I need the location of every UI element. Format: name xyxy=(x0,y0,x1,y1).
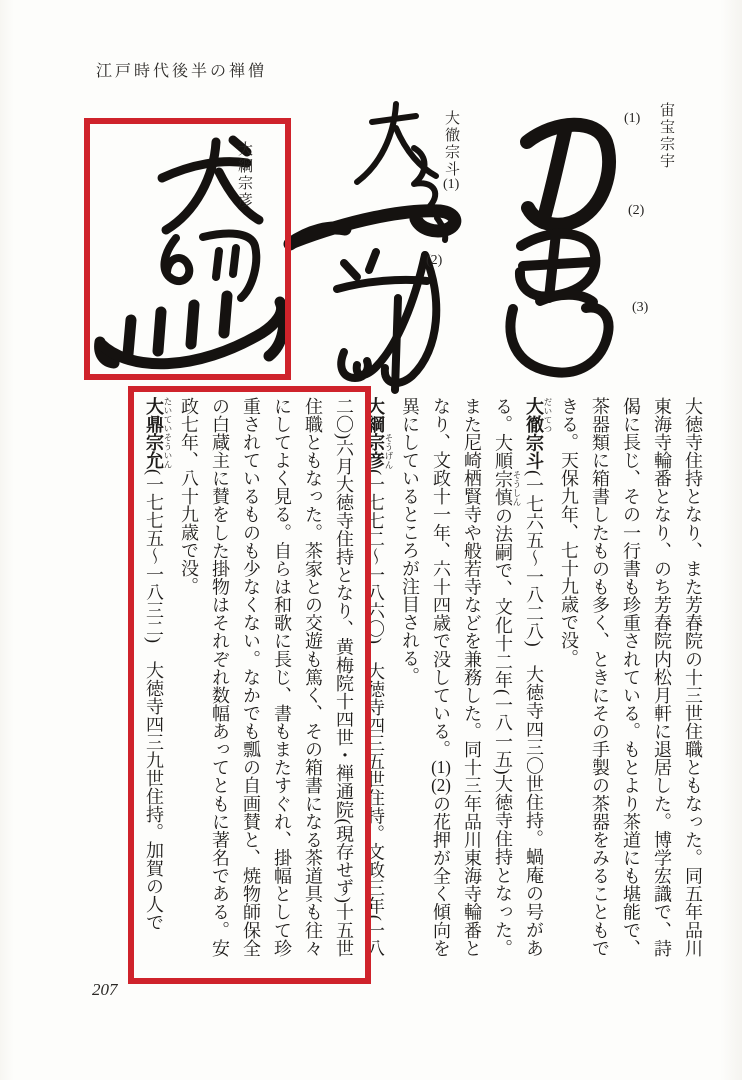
body-text: 宗慎 そうしん xyxy=(493,470,522,507)
text-entry xyxy=(394,397,553,957)
kao-daiko-base xyxy=(100,296,284,364)
body-text: (2) xyxy=(431,776,451,795)
kao-chuho-soju-3 xyxy=(510,295,608,373)
running-header: 江戸時代後半の禅僧 xyxy=(96,63,268,80)
kao-daiko-ko xyxy=(164,234,256,298)
body-text: の法嗣で、文化十二年(一八一五)大徳寺住持となった。また尼崎栖賢寺や般若寺などを兼務した。同十三年品川東海寺輪番となり、文政十一年、六十四歳で没している。 xyxy=(431,397,513,958)
body-text: (一七七五〜一八三二) 大徳寺四三九世住持。加賀の人で xyxy=(144,469,164,931)
text-entry xyxy=(173,397,394,957)
kao-chuho-soju-2 xyxy=(520,233,595,298)
monk-name: 大鼎宗允 たいていそういん xyxy=(144,397,173,469)
body-text: 大徳寺住持となり、また芳春院の十三世住職ともなった。同五年品川東海寺輪番となり、のち芳春院内松月軒に退居した。博学宏識で、詩偈に長じ、その一行書も珍重されている。もとより茶道にも堪能で、茶器類に箱書したものも多く、ときにその手製の茶器をみることもできる。天保九年、七十九歳で没。 xyxy=(559,397,703,958)
highlight-box-daiko-kao xyxy=(84,118,291,380)
caption-daitetsu-soto: 大徹宗斗 xyxy=(443,110,459,178)
marker-chuho-3: (3) xyxy=(632,300,649,315)
marker-daitetsu-1: (1) xyxy=(443,177,460,192)
marker-daitetsu-2: (2) xyxy=(426,253,443,268)
monk-name: 宗彦 そうげん xyxy=(365,433,394,470)
monk-name: 大綱 xyxy=(365,397,385,434)
caption-daiko-sogen: 大綱宗彦 xyxy=(236,141,252,209)
kao-chuho-soju-1 xyxy=(527,125,609,225)
body-text: (一七七二〜一八六〇) 大徳寺四三五世住持。文政三年(一八二〇)六月大徳寺住持となり、黄梅院十四世・禅通院(現存せず)十五世住職ともなった。茶家との交遊も篤く、その箱書になる茶道具も往々にしてよく見る。自らは和歌に長じ、書もまたすぐれ、掛幅として珍重されているものも少なくない。なかでも瓢の自画賛と、焼物師保全の白蔵主に賛をした掛物はそれぞれ数幅あってともに著名である。安政七年、八十九歳で没。 xyxy=(179,397,385,958)
monk-name: 宗斗 xyxy=(524,433,544,471)
body-text: (1) xyxy=(431,758,451,777)
kao-daitetsu-name xyxy=(357,104,445,240)
body-text: (一七六五〜一八二八) 大徳寺四三〇世住持。蝸庵の号がある。大順 xyxy=(493,397,544,958)
kao-daitetsu-2 xyxy=(337,252,436,390)
caption-chuho-soju: 宙宝宗宇 xyxy=(658,102,674,170)
marker-chuho-1: (1) xyxy=(624,111,641,126)
monk-name: 大徹 だいてつ xyxy=(524,397,553,434)
page-number: 207 xyxy=(92,980,118,999)
body-text: の花押が全く傾向を異にしているところが注目される。 xyxy=(400,397,451,958)
text-entry xyxy=(553,397,708,957)
marker-chuho-2: (2) xyxy=(628,203,645,218)
text-entry xyxy=(138,397,173,957)
main-text-block xyxy=(138,397,708,957)
kao-daitetsu-1 xyxy=(290,211,455,244)
